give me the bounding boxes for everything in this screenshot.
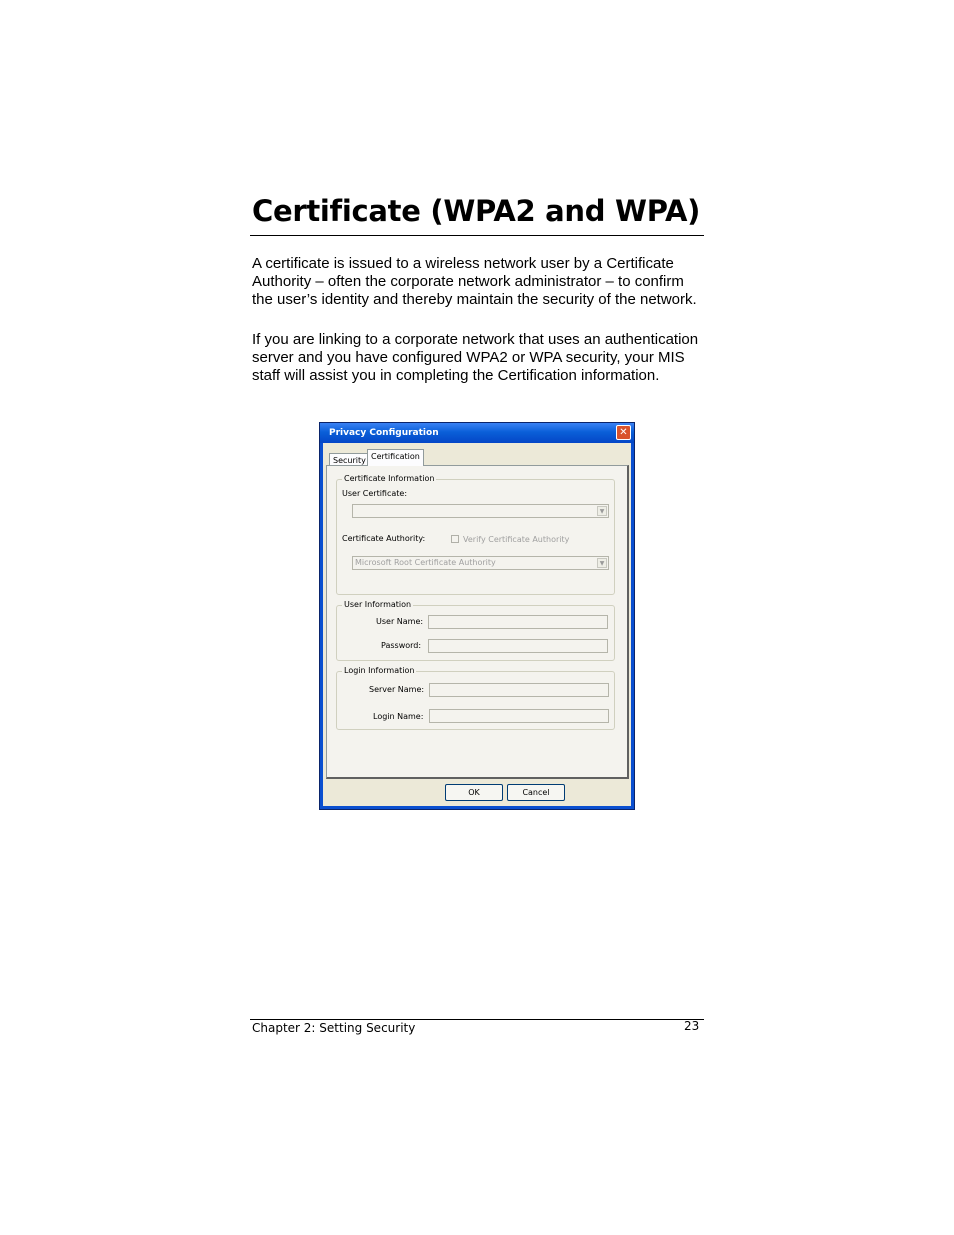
certification-tab-panel: [326, 465, 629, 779]
login-information-legend: Login Information: [344, 666, 415, 675]
server-name-input[interactable]: [429, 683, 609, 697]
verify-certificate-authority-checkbox[interactable]: [451, 535, 459, 543]
certificate-information-legend: Certificate Information: [344, 474, 435, 483]
login-name-label: Login Name:: [373, 712, 424, 721]
certificate-information-group: [336, 474, 615, 595]
verify-certificate-authority-label: Verify Certificate Authority: [463, 535, 570, 544]
footer-divider: [250, 1019, 704, 1020]
password-label: Password:: [381, 641, 422, 650]
certificate-authority-value: Microsoft Root Certificate Authority: [355, 558, 496, 567]
chevron-down-icon[interactable]: ▼: [597, 506, 607, 516]
intro-paragraph: A certificate is issued to a wireless network user by a Certificate Authority – often the corporate network administrator – to confirm the user’s identity and thereby maintain the security of the network.: [252, 255, 697, 308]
password-input[interactable]: [428, 639, 608, 653]
dialog-border-left: [320, 443, 323, 808]
dialog-titlebar[interactable]: [320, 423, 634, 443]
tab-security[interactable]: Security: [329, 453, 370, 467]
dialog-title: Privacy Configuration: [329, 428, 439, 438]
ok-button[interactable]: OK: [445, 784, 503, 801]
footer-chapter-title: Chapter 2: Setting Security: [252, 1021, 416, 1035]
privacy-configuration-dialog: [319, 422, 635, 810]
chevron-down-icon[interactable]: ▼: [597, 558, 607, 568]
page-title: Certificate (WPA2 and WPA): [252, 194, 701, 228]
page-number: 23: [684, 1019, 700, 1033]
dialog-border-right: [631, 443, 634, 808]
dialog-border-bottom: [320, 806, 634, 809]
certificate-authority-dropdown[interactable]: [352, 556, 609, 570]
user-name-input[interactable]: [428, 615, 608, 629]
login-name-input[interactable]: [429, 709, 609, 723]
user-certificate-label: User Certificate:: [342, 489, 408, 498]
cancel-button[interactable]: Cancel: [507, 784, 565, 801]
close-button[interactable]: [616, 425, 631, 440]
certificate-authority-label: Certificate Authority:: [342, 534, 426, 543]
user-certificate-dropdown[interactable]: [352, 504, 609, 518]
title-divider: [250, 235, 704, 236]
login-information-group: [336, 666, 615, 730]
instruction-paragraph: If you are linking to a corporate network that uses an authentication server and you have configured WPA2 or WPA security, your MIS staff will assist you in completing the Certification information.: [252, 331, 699, 384]
close-icon: ✕: [619, 427, 628, 438]
user-information-legend: User Information: [344, 600, 412, 609]
user-name-label: User Name:: [376, 617, 424, 626]
server-name-label: Server Name:: [369, 685, 425, 694]
tab-certification[interactable]: Certification: [367, 449, 424, 466]
user-information-group: [336, 600, 615, 661]
